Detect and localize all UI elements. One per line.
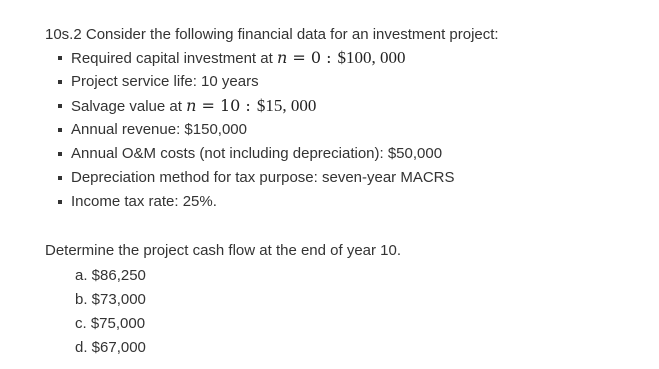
choice-b[interactable]: b. $73,000 <box>75 291 146 308</box>
given-item-label: Project service life: 10 years <box>71 73 259 90</box>
choice-c[interactable]: c. $75,000 <box>75 315 146 332</box>
math-equation: = 0 : <box>287 48 332 67</box>
given-item-tax-rate <box>45 190 645 214</box>
math-expression <box>277 48 406 67</box>
answer-choices <box>75 264 146 360</box>
given-item-salvage-value <box>45 94 645 118</box>
bullet-icon <box>58 128 62 132</box>
given-item-label: Income tax rate: 25%. <box>71 193 217 210</box>
given-data-list <box>45 46 645 214</box>
given-item-label: Annual O&M costs (not including depreciation): $50,000 <box>71 145 443 162</box>
given-item-service-life <box>45 70 645 94</box>
bullet-icon <box>58 80 62 84</box>
math-value: $15, 000 <box>256 96 317 115</box>
question-prompt: Determine the project cash flow at the end of year 10. <box>45 242 402 259</box>
given-item-annual-revenue <box>45 118 645 142</box>
given-item-label: Required capital investment at <box>71 50 277 67</box>
given-item-label: Depreciation method for tax purpose: seven-year MACRS <box>71 169 455 186</box>
question-title: 10s.2 Consider the following financial data for an investment project: <box>45 26 499 43</box>
choice-d[interactable]: d. $67,000 <box>75 339 146 356</box>
math-value: $100, 000 <box>337 48 406 67</box>
bullet-icon <box>58 200 62 204</box>
given-item-om-costs <box>45 142 645 166</box>
given-item-depreciation-method <box>45 166 645 190</box>
math-variable: n <box>186 96 197 115</box>
given-item-capital-investment <box>45 46 645 70</box>
question-block <box>45 24 645 214</box>
choice-a[interactable]: a. $86,250 <box>75 267 146 284</box>
given-item-label: Annual revenue: $150,000 <box>71 121 247 138</box>
math-expression <box>186 96 316 115</box>
bullet-icon <box>58 56 62 60</box>
math-variable: n <box>276 48 288 67</box>
math-equation: = 10 : <box>196 96 251 115</box>
given-item-label: Salvage value at <box>71 98 187 115</box>
bullet-icon <box>58 176 62 180</box>
bullet-icon <box>58 104 62 108</box>
bullet-icon <box>58 152 62 156</box>
